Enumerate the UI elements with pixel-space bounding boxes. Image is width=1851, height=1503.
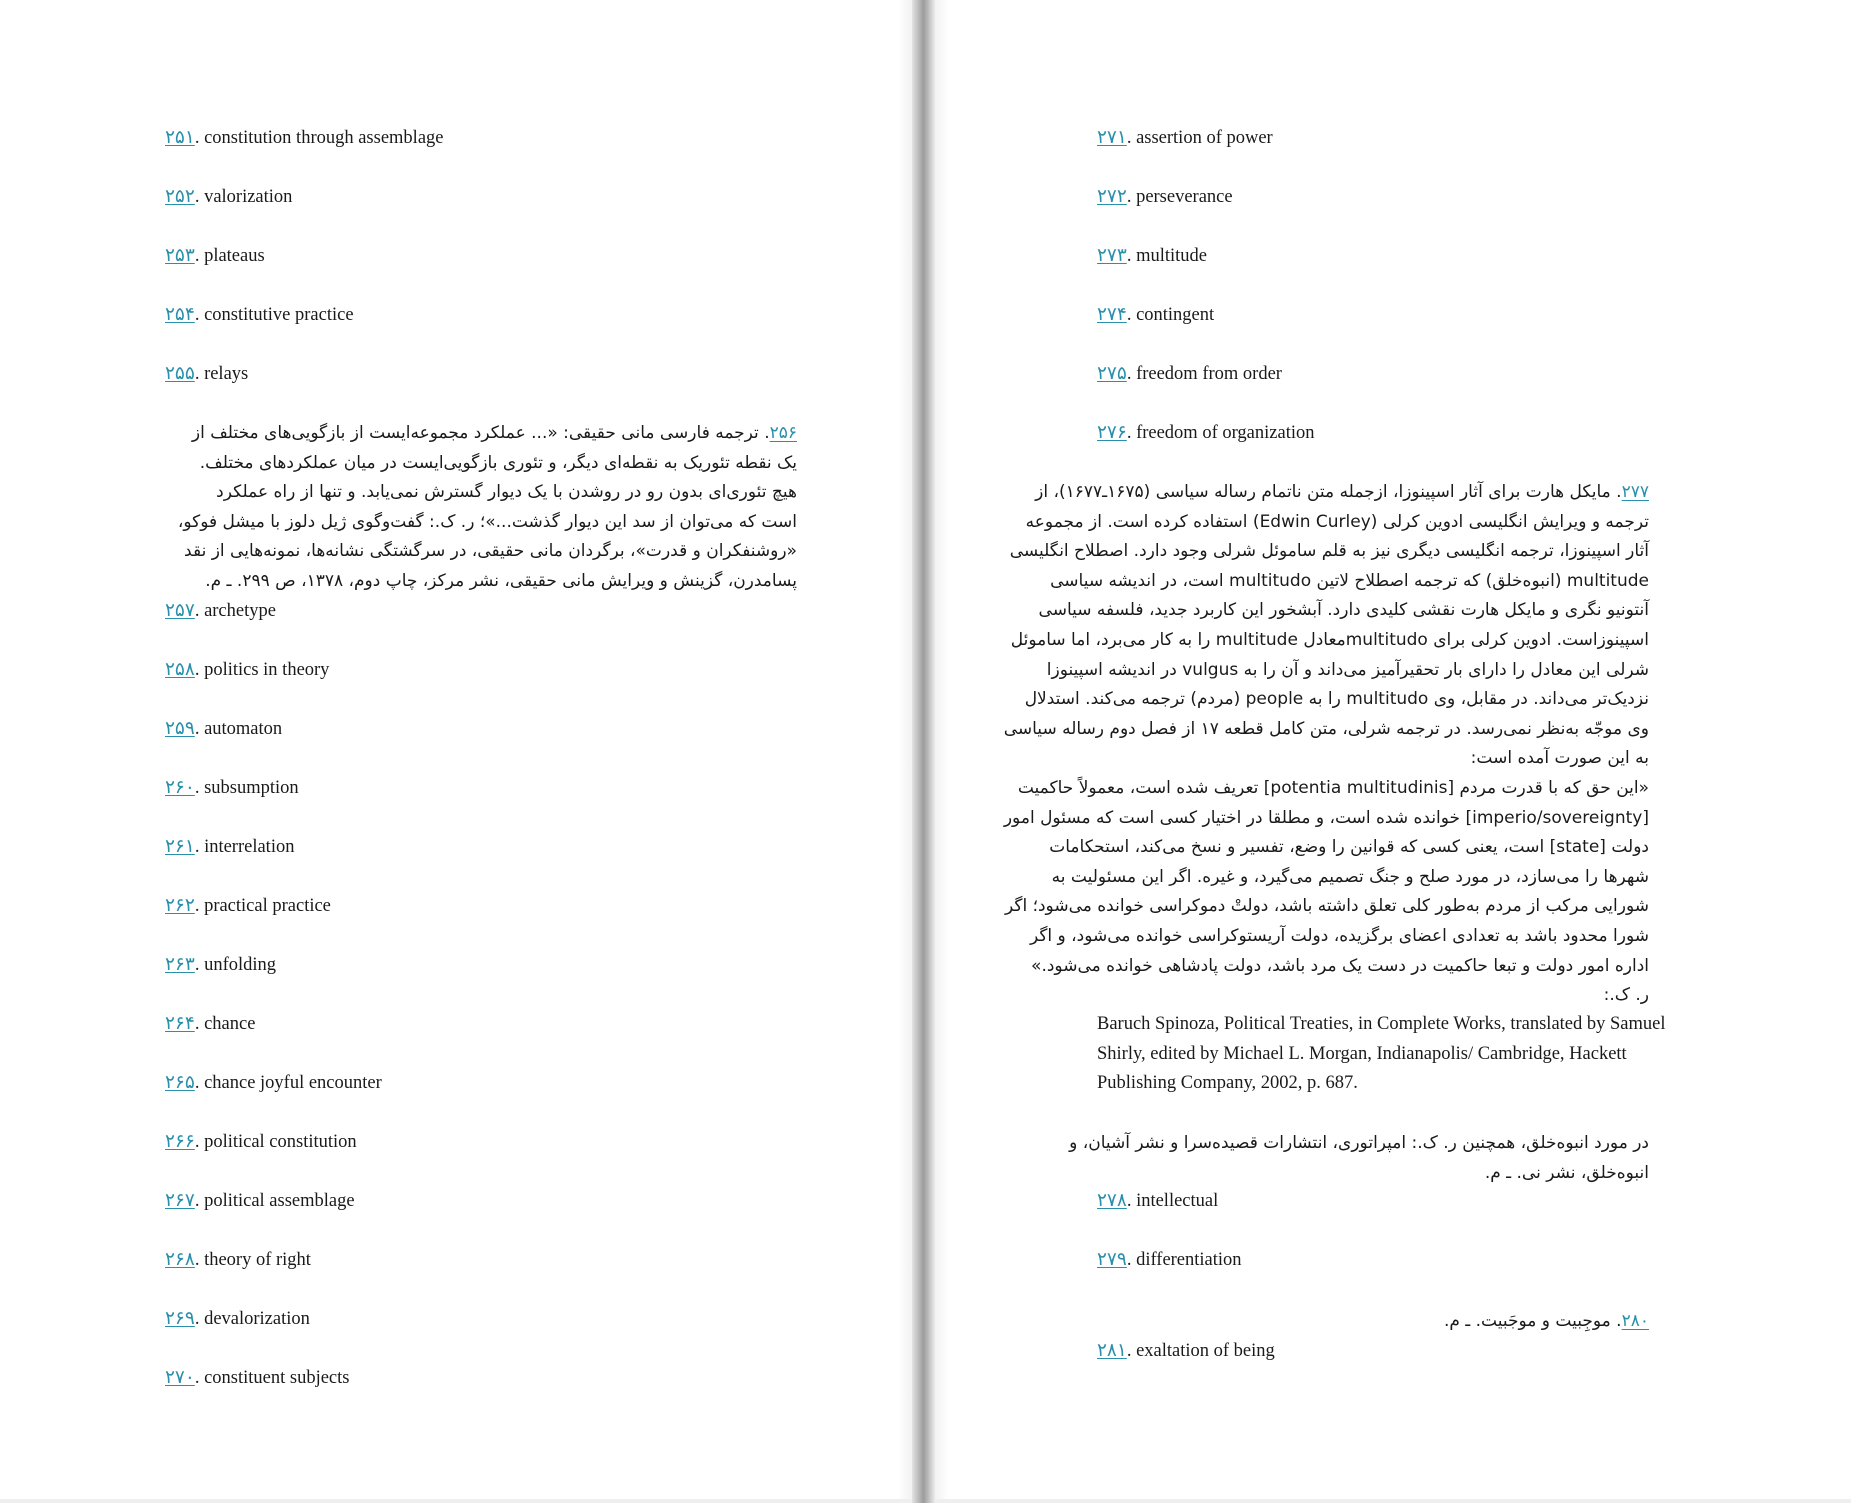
- footnote-text: constituent subjects: [204, 1368, 350, 1388]
- footnote-273: ۲۷۳. multitude: [1097, 246, 1207, 266]
- footnote-276: ۲۷۶. freedom of organization: [1097, 423, 1315, 443]
- footnote-number-link[interactable]: ۲۷۳: [1097, 246, 1127, 266]
- footnote-number-link[interactable]: ۲۷۱: [1097, 128, 1127, 148]
- footnote-number-link[interactable]: ۲۷۰: [165, 1368, 195, 1388]
- footnote-text: archetype: [204, 601, 276, 621]
- footnote-text: contingent: [1136, 305, 1215, 325]
- footnote-265: ۲۶۵. chance joyful encounter: [165, 1073, 382, 1093]
- footnote-268: ۲۶۸. theory of right: [165, 1250, 311, 1270]
- footnote-text: practical practice: [204, 896, 331, 916]
- footnote-number-link[interactable]: ۲۵۷: [165, 601, 195, 621]
- footnote-number-link[interactable]: ۲۶۸: [165, 1250, 195, 1270]
- footnote-274: ۲۷۴. contingent: [1097, 305, 1215, 325]
- footnote-text: perseverance: [1136, 187, 1233, 207]
- footnote-number-link[interactable]: ۲۶۳: [165, 955, 195, 975]
- footnote-text: chance: [204, 1014, 256, 1034]
- footnote-number-link[interactable]: ۲۵۵: [165, 364, 195, 384]
- quote-line: دولت [state] است، یعنی کسی که قوانین را وضع، تفسیر و نسخ می‌کند، استحکامات: [1049, 837, 1649, 858]
- footnote-number-link[interactable]: ۲۵۸: [165, 660, 195, 680]
- footnote-number-link[interactable]: ۲۶۲: [165, 896, 195, 916]
- footnote-line: هیچ تئوری‌ای بدون رو در روشدن با یک دیوار گسترش نمی‌یابد. و تنها از راه عملکرد: [216, 482, 797, 503]
- footnote-number-link[interactable]: ۲۶۵: [165, 1073, 195, 1093]
- footnote-number-link[interactable]: ۲۶۴: [165, 1014, 195, 1034]
- footnote-line: شرلی این معادل را دارای بار تحقیرآمیز می‌داند و آن را به vulgus در اندیشه اسپینوزا: [1046, 659, 1649, 680]
- footnote-279: ۲۷۹. differentiation: [1097, 1250, 1242, 1270]
- citation-line: Publishing Company, 2002, p. 687.: [1097, 1073, 1358, 1094]
- footnote-number-link[interactable]: ۲۵۳: [165, 246, 195, 266]
- footnote-text: constitutive practice: [204, 305, 354, 325]
- footnote-line: پسامدرن، گزینش و ویرایش مانی حقیقی، نشر مرکز، چاپ دوم، ۱۳۷۸، ص ۲۹۹. ـ م.: [205, 570, 797, 591]
- footnote-number-link[interactable]: ۲۷۶: [1097, 423, 1127, 443]
- quote-line: شورایی مرکب از مردم به‌طور کلی تعلق داشته باشد، دولتْ دموکراسی خوانده می‌شود؛ اگر: [1004, 896, 1649, 917]
- footnote-number-link[interactable]: ۲۷۵: [1097, 364, 1127, 384]
- footnote-text: automaton: [204, 719, 283, 739]
- quote-line: اداره امور دولت و تبعا حاکمیت در دست یک مرد باشد، دولت پادشاهی خوانده می‌شود.»: [1031, 955, 1649, 976]
- footnote-text: subsumption: [204, 778, 299, 798]
- footnote-251: ۲۵۱. constitution through assemblage: [165, 128, 444, 148]
- footnote-number-link[interactable]: ۲۵۴: [165, 305, 195, 325]
- footnote-number-link[interactable]: ۲۵۹: [165, 719, 195, 739]
- footnote-number-link[interactable]: ۲۸۱: [1097, 1341, 1127, 1361]
- footnote-text: chance joyful encounter: [204, 1073, 382, 1093]
- citation-line: Shirly, edited by Michael L. Morgan, Indianapolis/ Cambridge, Hackett: [1097, 1043, 1627, 1064]
- footnote-text: political constitution: [204, 1132, 357, 1152]
- footnote-text: interrelation: [204, 837, 295, 857]
- footnote-text: freedom from order: [1136, 364, 1282, 384]
- footnote-line: در مورد انبوه‌خلق، همچنین ر. ک.: امپراتوری، انتشارات قصیده‌سرا و نشر آشیان، و: [1069, 1133, 1649, 1153]
- footnote-number-link[interactable]: ۲۶۰: [165, 778, 195, 798]
- footnote-line: وی موجّه به‌نظر نمی‌رسد. در ترجمه شرلی، متن کامل قطعه ۱۷ از فصل دوم رساله سیاسی: [1003, 718, 1649, 739]
- quote-line: شورا محدود باشد به تعدادی اعضای برگزیده، دولت آریستوکراسی خوانده می‌شود، و اگر: [1029, 925, 1649, 946]
- footnote-text: multitude: [1136, 246, 1207, 266]
- footnote-261: ۲۶۱. interrelation: [165, 837, 295, 857]
- footnote-text: devalorization: [204, 1309, 310, 1329]
- footnote-256: [157, 419, 797, 597]
- footnote-number-link[interactable]: ۲۶۶: [165, 1132, 195, 1152]
- footnote-text: valorization: [204, 187, 293, 207]
- footnote-line: ۲۵۶. ترجمه فارسی مانی حقیقی: «... عملکرد مجموعه‌ایست از بازگویی‌های مختلف از: [191, 423, 797, 443]
- footnote-line: یک نقطه تئوریک به نقطه‌ای دیگر، و تئوری بازگویی‌ایست در میان عملکردهای مختلف.: [199, 452, 797, 473]
- footnote-263: ۲۶۳. unfolding: [165, 955, 277, 975]
- footnote-281: ۲۸۱. exaltation of being: [1097, 1341, 1275, 1361]
- citation-line: Baruch Spinoza, Political Treaties, in Complete Works, translated by Samuel: [1097, 1014, 1666, 1034]
- footnote-text: intellectual: [1136, 1191, 1219, 1211]
- footnote-text: constitution through assemblage: [204, 128, 444, 148]
- footnote-line: انبوه‌خلق، نشر نی. ـ م.: [1484, 1162, 1649, 1183]
- footnote-line: ترجمه و ویرایش انگلیسی ادوین کرلی (Edwin Curley) استفاده کرده است. از مجموعه: [1025, 511, 1649, 532]
- footnote-text: politics in theory: [204, 660, 330, 680]
- footnote-277-addendum: [1004, 1129, 1649, 1188]
- footnote-number-link[interactable]: ۲۷۲: [1097, 187, 1127, 207]
- reference-marker: ر. ک.:: [1603, 985, 1649, 1006]
- footnote-number-link[interactable]: ۲۷۴: [1097, 305, 1127, 325]
- footnote-text: differentiation: [1136, 1250, 1242, 1270]
- footnote-number-link[interactable]: ۲۶۷: [165, 1191, 195, 1211]
- footnote-line: به این صورت آمده است:: [1470, 748, 1649, 769]
- footnote-line: نزدیک‌تر می‌داند. در مقابل، وی multitudo را به people (مردم) ترجمه می‌کند. استدلال: [1024, 689, 1649, 710]
- footnote-277: [1004, 478, 1649, 1011]
- footnote-258: ۲۵۸. politics in theory: [165, 660, 330, 680]
- footnote-number-link[interactable]: ۲۷۸: [1097, 1191, 1127, 1211]
- footnote-line: ۲۷۷. مایکل هارت برای آثار اسپینوزا، ازجمله متن ناتمام رساله سیاسی (۱۶۷۵ـ۱۶۷۷)، از: [1035, 482, 1649, 502]
- right-page: [935, 0, 1851, 1503]
- quote-line: [imperio/sovereignty] خوانده شده است، و مطلقا در اختیار کسی است که مسئول امور: [1003, 807, 1649, 828]
- footnote-264: ۲۶۴. chance: [165, 1014, 256, 1034]
- footnote-line: آنتونیو نگری و مایکل هارت نقشی کلیدی دارد. آبشخور این کاربرد جدید، فلسفه سیاسی: [1038, 600, 1649, 621]
- footnote-number-link[interactable]: ۲۵۱: [165, 128, 195, 148]
- footnote-278: ۲۷۸. intellectual: [1097, 1191, 1219, 1211]
- quote-line: شهرها را می‌سازد، در مورد صلح و جنگ تصمیم می‌گیرد، و غیره. اگر این مسئولیت به: [1051, 866, 1649, 887]
- footnote-text: assertion of power: [1136, 128, 1273, 148]
- footnote-number-link[interactable]: ۲۵۲: [165, 187, 195, 207]
- footnote-text: unfolding: [204, 955, 277, 975]
- footnote-line: است که می‌توان از سد این دیوار گذشت...»؛ ر. ک.: گفت‌وگوی ژیل دلوز با میشل فوکو،: [177, 511, 797, 532]
- footnote-number-link[interactable]: ۲۸۰: [1621, 1311, 1649, 1331]
- book-gutter: [912, 0, 935, 1503]
- footnote-line: آثار اسپینوزا، ترجمه انگلیسی دیگری نیز به قلم ساموئل شرلی وجود دارد. اصطلاح انگلیسی: [1009, 541, 1649, 562]
- footnote-257: ۲۵۷. archetype: [165, 601, 276, 621]
- footnote-text: political assemblage: [204, 1191, 355, 1211]
- footnote-line: «روشنفکران و قدرت»، برگردان مانی حقیقی، در سرگشتگی نشانه‌ها، نمونه‌هایی از نقد: [184, 541, 797, 562]
- page-bottom-edge: [0, 1499, 912, 1503]
- footnote-260: ۲۶۰. subsumption: [165, 778, 299, 798]
- footnote-269: ۲۶۹. devalorization: [165, 1309, 310, 1329]
- page-bottom-edge: [935, 1499, 1851, 1503]
- footnote-254: ۲۵۴. constitutive practice: [165, 305, 354, 325]
- footnote-number-link[interactable]: ۲۶۱: [165, 837, 195, 857]
- footnote-267: ۲۶۷. political assemblage: [165, 1191, 355, 1211]
- footnote-266: ۲۶۶. political constitution: [165, 1132, 357, 1152]
- footnote-270: ۲۷۰. constituent subjects: [165, 1368, 350, 1388]
- english-citation: [1097, 1010, 1666, 1099]
- page-edge-shadow: [935, 0, 949, 1503]
- footnote-number-link[interactable]: ۲۷۹: [1097, 1250, 1127, 1270]
- footnote-number-link[interactable]: ۲۶۹: [165, 1309, 195, 1329]
- footnote-line: multitude (انبوه‌خلق) که ترجمه اصطلاح لاتین multitudo است، در اندیشه سیاسی: [1050, 570, 1649, 591]
- footnote-text: freedom of organization: [1136, 423, 1315, 443]
- footnote-262: ۲۶۲. practical practice: [165, 896, 331, 916]
- left-page: [0, 0, 912, 1503]
- footnote-text: relays: [204, 364, 249, 384]
- footnote-number-link[interactable]: ۲۵۶: [769, 423, 797, 443]
- footnote-280: [1004, 1307, 1649, 1337]
- footnote-253: ۲۵۳. plateaus: [165, 246, 265, 266]
- footnote-275: ۲۷۵. freedom from order: [1097, 364, 1282, 384]
- footnote-271: ۲۷۱. assertion of power: [1097, 128, 1273, 148]
- footnote-259: ۲۵۹. automaton: [165, 719, 283, 739]
- footnote-number-link[interactable]: ۲۷۷: [1621, 482, 1649, 502]
- footnote-line: ۲۸۰. موجِبیت و موجَبیت. ـ م.: [1443, 1311, 1649, 1331]
- footnote-text: plateaus: [204, 246, 265, 266]
- footnote-252: ۲۵۲. valorization: [165, 187, 293, 207]
- page-edge-shadow: [898, 0, 912, 1503]
- footnote-text: exaltation of being: [1136, 1341, 1275, 1361]
- footnote-text: theory of right: [204, 1250, 311, 1270]
- footnote-272: ۲۷۲. perseverance: [1097, 187, 1233, 207]
- footnote-255: ۲۵۵. relays: [165, 364, 249, 384]
- footnote-line: اسپینوزاست. ادوین کرلی برای multitudoمعادل multitude را به کار می‌برد، اما ساموئل: [1010, 629, 1649, 650]
- quote-line: «این حق که با قدرت مردم [potentia multitudinis] تعریف شده است، معمولاً حاکمیت: [1017, 777, 1649, 798]
